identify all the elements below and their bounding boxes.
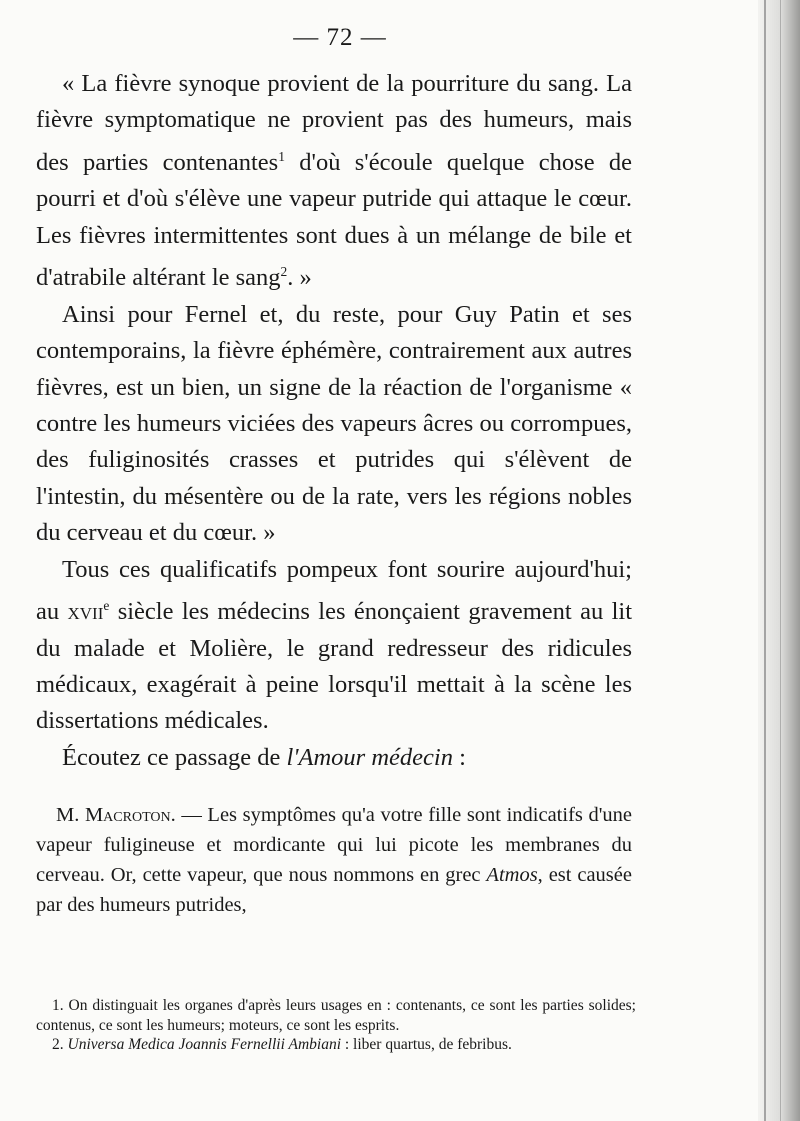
page-gutter-shadow <box>758 0 800 1121</box>
paragraph-qualificatifs <box>36 552 632 740</box>
dialogue-excerpt <box>36 800 632 920</box>
footnotes <box>36 996 636 1055</box>
paragraph-ecoutez <box>36 740 632 776</box>
work-title: l'Amour médecin <box>286 743 453 771</box>
footnote-marker: 1. <box>52 997 64 1014</box>
greek-term: Atmos <box>486 864 538 887</box>
footnote-2 <box>36 1035 636 1055</box>
paragraph-text: Écoutez ce passage de <box>62 743 287 771</box>
page-number: — 72 — <box>293 24 387 51</box>
paragraph-text: : <box>452 743 466 771</box>
paragraph-text: Tous ces qualificatifs pompeux font sourire aujourd'hui; au <box>36 555 632 626</box>
footnote-text: : liber quartus, de febribus. <box>341 1036 512 1053</box>
century-numeral: xvii <box>67 598 104 626</box>
paragraph-text: d'où s'écoule quelque chose de pourri et d'où s'élève une vapeur putride qui attaque le cœur. Les fièvres intermittentes sont dues à un mélange de bile et d'atrabile altérant le sang <box>36 148 633 292</box>
paragraph-text: siècle les médecins les énonçaient gravement au lit du malade et Molière, le grand redresseur des ridicules médicaux, exagérait à peine lorsqu'il mettait à la scène les dissertations médicales. <box>36 598 632 735</box>
paragraph-fernel: Ainsi pour Fernel et, du reste, pour Guy Patin et ses contemporains, la fièvre éphémère, contrairement aux autres fièvres, est un bien, un signe de la réaction de l'organisme « contre les humeurs viciées des vapeurs âcres ou corrompues, des fuliginosités crasses et putrides qui s'élèvent de l'intestin, du mésentère ou de la rate, vers les régions nobles du cerveau et du cœur. » <box>36 300 632 547</box>
speaker-name: M. Macroton. <box>56 804 176 827</box>
footnote-source-title: Universa Medica Joannis Fernellii Ambiani <box>67 1036 341 1053</box>
dialogue-dash: — <box>175 804 208 827</box>
dialogue-text: Les symptômes qu'a votre fille sont indicatifs d'une vapeur fuligineuse et mordicante qui lui picote les membranes du cerveau. Or, cette vapeur, que nous nommons en grec <box>36 804 633 887</box>
footnote-1 <box>36 996 636 1035</box>
footnote-ref-2[interactable]: 2 <box>280 264 288 280</box>
paragraph-text: . » <box>287 264 312 292</box>
footnote-text: On distinguait les organes d'après leurs usages en : contenants, ce sont les parties solides; contenus, ce sont les humeurs; moteurs, ce sont les esprits. <box>36 997 636 1034</box>
century-suffix: e <box>103 598 110 613</box>
footnote-ref-1[interactable]: 1 <box>278 148 285 164</box>
paragraph-text: « La fièvre synoque provient de la pourriture du sang. La fièvre symptomatique ne provient pas des humeurs, mais des parties contenantes <box>36 70 632 176</box>
footnote-marker: 2. <box>52 1036 64 1053</box>
dialogue-text: , est causée par des humeurs putrides, <box>36 864 632 917</box>
main-text <box>36 66 632 941</box>
paragraph-fever-quote <box>36 66 632 297</box>
